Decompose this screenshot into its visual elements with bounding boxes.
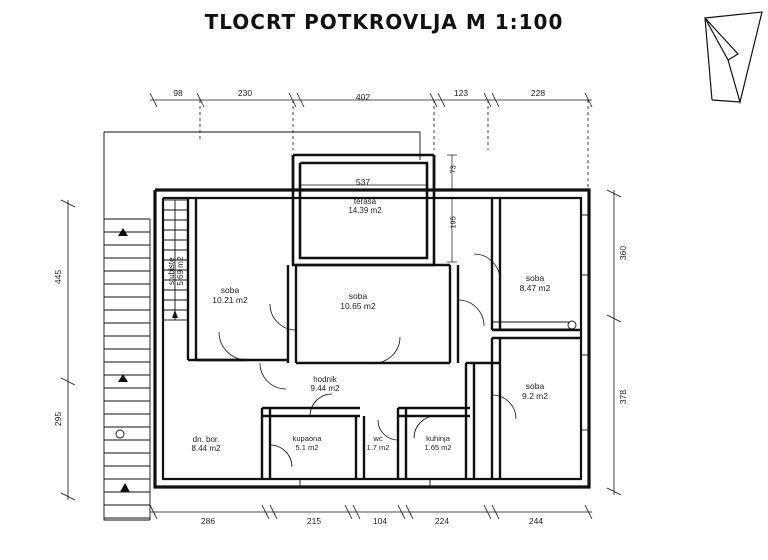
room-label-kupaona: kupaona 5.1 m2 bbox=[292, 434, 322, 452]
room-label-terasa: terasa 14.39 m2 bbox=[348, 197, 382, 216]
room-label-kuhinja: kuhinja 1.65 m2 bbox=[424, 434, 452, 452]
dim-bottom-5: 244 bbox=[528, 516, 544, 526]
dim-top-5: 228 bbox=[530, 88, 546, 98]
dim-top-4: 123 bbox=[453, 88, 469, 98]
dim-right-1: 360 bbox=[618, 245, 628, 261]
dim-top-1: 98 bbox=[173, 88, 183, 98]
dim-terrace-depth: 195 bbox=[448, 216, 458, 229]
dim-bottom-4: 224 bbox=[434, 516, 450, 526]
dim-top-2: 230 bbox=[237, 88, 253, 98]
dim-left-2: 295 bbox=[53, 411, 63, 427]
room-label-stubiste: stubiste 5.69 m2 bbox=[166, 256, 185, 286]
dim-terrace-width: 537 bbox=[355, 177, 371, 187]
room-label-hodnik: hodnik 9.44 m2 bbox=[310, 375, 340, 394]
dim-terrace-offset: 73 bbox=[448, 165, 458, 174]
page-title: TLOCRT POTKROVLJA M 1:100 bbox=[204, 10, 564, 34]
room-label-wc: wc 1.7 m2 bbox=[366, 434, 390, 452]
room-label-soba-2: soba 10.65 m2 bbox=[340, 291, 376, 311]
dim-bottom-3: 104 bbox=[372, 516, 388, 526]
room-label-soba-1: soba 10.21 m2 bbox=[212, 285, 248, 305]
dim-bottom-1: 286 bbox=[200, 516, 216, 526]
room-label-dn-bor: dn. bor. 8.44 m2 bbox=[191, 435, 221, 454]
dim-right-2: 378 bbox=[618, 389, 628, 405]
room-label-soba-4: soba 9.2 m2 bbox=[522, 381, 548, 401]
room-label-soba-3: soba 8.47 m2 bbox=[519, 273, 551, 293]
dim-bottom-2: 215 bbox=[306, 516, 322, 526]
dim-left-1: 445 bbox=[53, 269, 63, 285]
dim-top-3: 402 bbox=[355, 92, 371, 102]
